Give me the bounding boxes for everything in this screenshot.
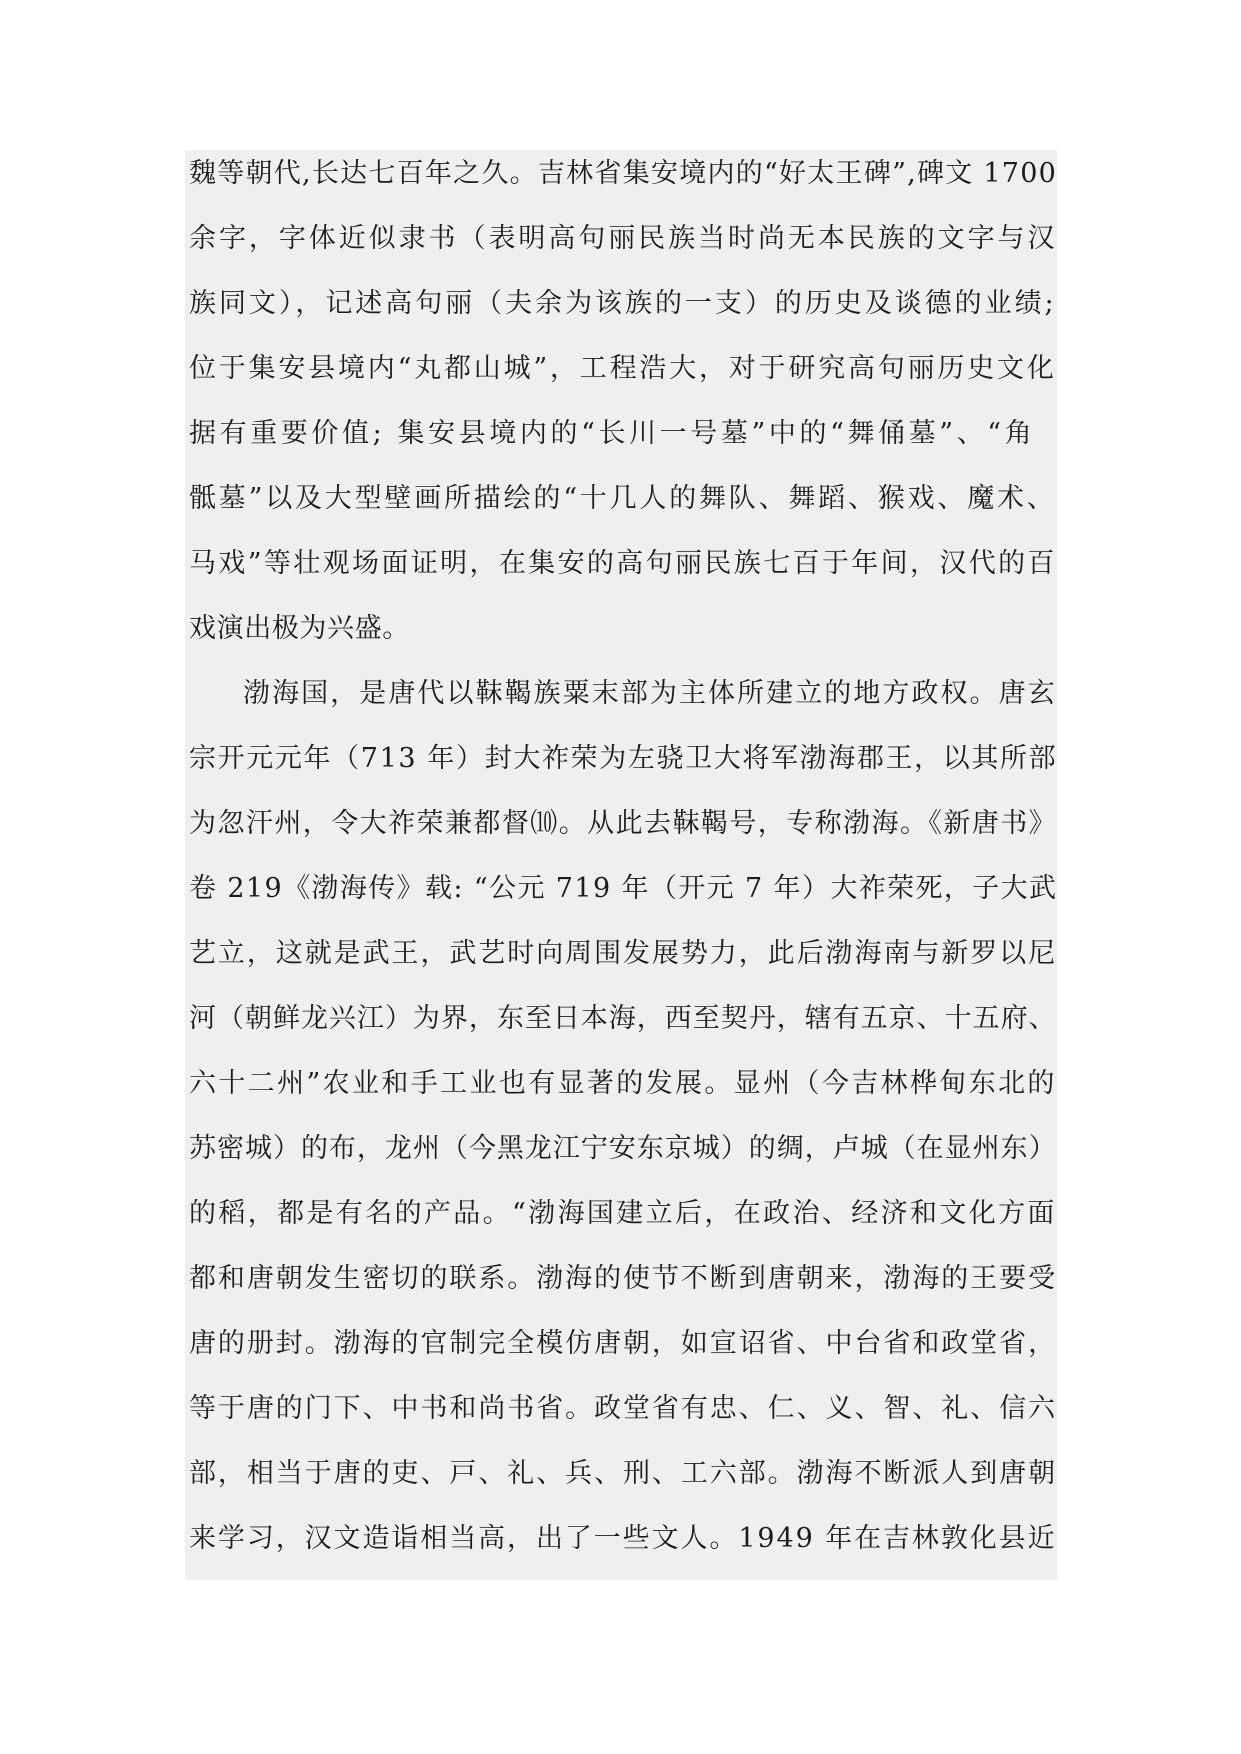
text-line: 的稻，都是有名的产品。“渤海国建立后，在政治、经济和文化方面: [189, 1198, 1057, 1229]
text-line: 戏演出极为兴盛。: [189, 613, 410, 644]
text-line: 为忽汗州，令大祚荣兼都督⑽。从此去靺鞨号，专称渤海。《新唐书》: [189, 808, 1058, 839]
text-line: 唐的册封。渤海的官制完全模仿唐朝，如宣诏省、中台省和政堂省，: [189, 1328, 1057, 1359]
text-line: 马戏”等壮观场面证明，在集安的高句丽民族七百于年间，汉代的百: [189, 548, 1057, 579]
text-line: 据有重要价值; 集安县境内的“长川一号墓”中的“舞俑墓”、“角: [189, 418, 1036, 449]
body-text-block: [185, 150, 1057, 1580]
text-line: 部，相当于唐的吏、戸、礼、兵、刑、工六部。渤海不断派人到唐朝: [189, 1458, 1057, 1489]
text-line: 河（朝鲜龙兴江）为界，东至日本海，西至契丹，辖有五京、十五府、: [189, 1003, 1057, 1034]
text-line: 位于集安县境内“丸都山城”，工程浩大，对于研究高句丽历史文化: [189, 353, 1057, 384]
text-line: 都和唐朝发生密切的联系。渤海的使节不断到唐朝来，渤海的王要受: [189, 1263, 1057, 1294]
text-line: 骶墓”以及大型壁画所描绘的“十几人的舞队、舞蹈、猴戏、魔术、: [189, 483, 1057, 514]
text-line: 族同文），记述高句丽（夫余为该族的一支）的历史及谈德的业绩;: [189, 288, 1057, 319]
text-line: 苏密城）的布，龙州（今黑龙江宁安东京城）的绸，卢城（在显州东）: [189, 1133, 1057, 1164]
text-line: 卷 219《渤海传》载: “公元 719 年（开元 7 年）大祚荣死，子大武: [189, 873, 1058, 904]
text-line: 艺立，这就是武王，武艺时向周围发展势力，此后渤海南与新罗以尼: [189, 938, 1057, 969]
text-line: 余字，字体近似隶书（表明高句丽民族当时尚无本民族的文字与汉: [189, 223, 1058, 254]
text-line: 等于唐的门下、中书和尚书省。政堂省有忠、仁、义、智、礼、信六: [189, 1393, 1057, 1424]
paragraph-first-line: 渤海国，是唐代以靺鞨族粟末部为主体所建立的地方政权。唐玄: [243, 678, 1057, 709]
text-line: 魏等朝代,长达七百年之久。吉林省集安境内的“好太王碑”,碑文 1700: [189, 158, 1058, 189]
text-line: 来学习，汉文造诣相当高，出了一些文人。1949 年在吉林敦化县近: [189, 1523, 1057, 1554]
text-line: 宗开元元年（713 年）封大祚荣为左骁卫大将军渤海郡王，以其所部: [189, 743, 1058, 774]
text-line: 六十二州”农业和手工业也有显著的发展。显州（今吉林桦甸东北的: [189, 1068, 1057, 1099]
